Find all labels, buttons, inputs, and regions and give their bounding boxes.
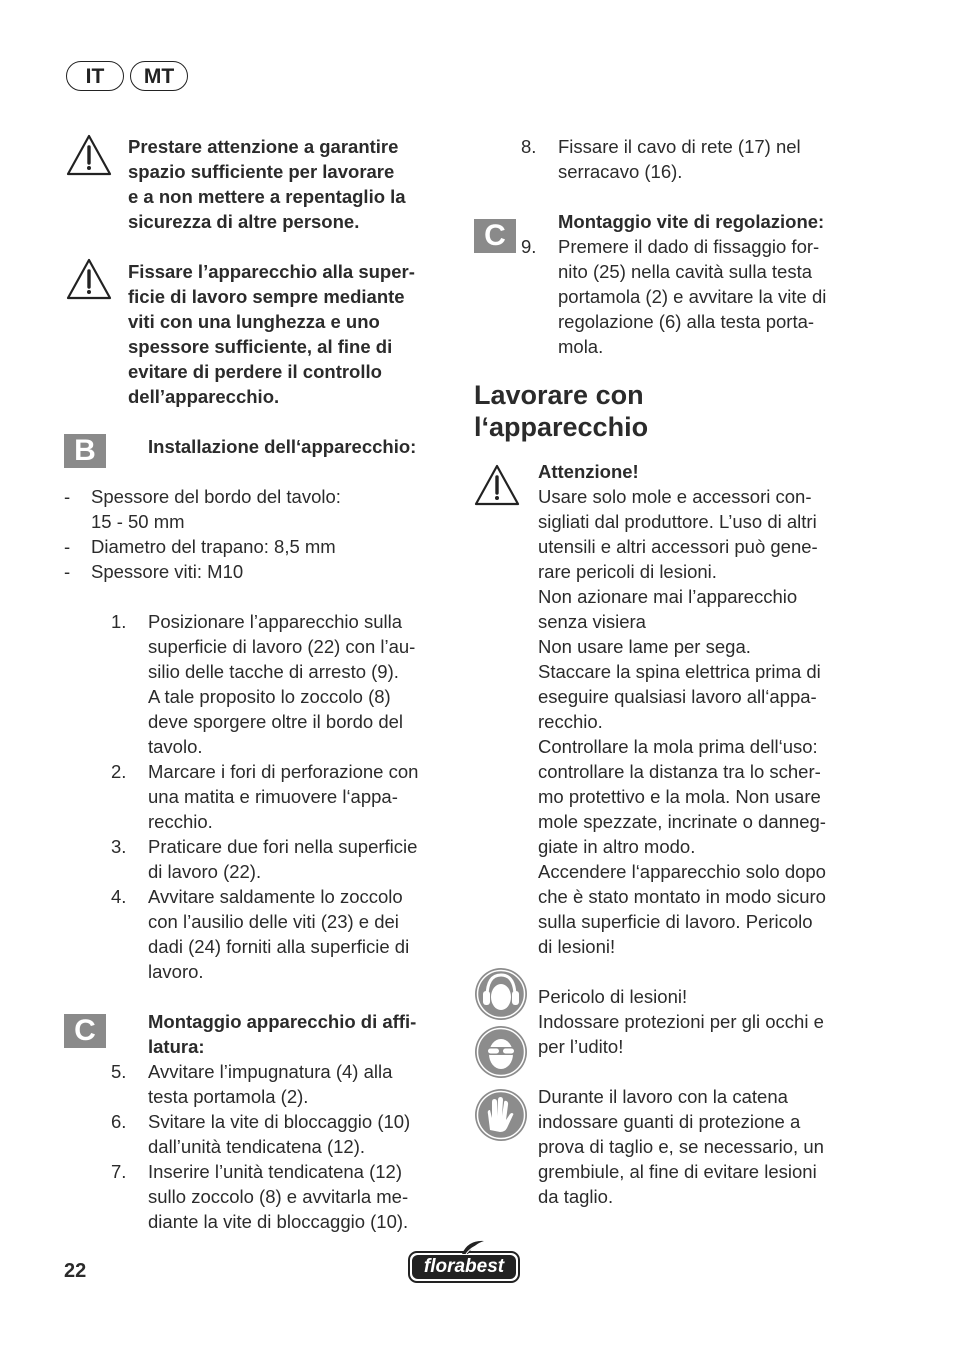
step-text: Inserire l’unità tendicatena (12) sullo zoccolo (8) e avvitarla me- diante la vite di bloccaggio (10). [148, 1161, 409, 1232]
mount-heading: Montaggio apparecchio di affi- latura: [148, 1011, 417, 1057]
warning-triangle-icon [66, 134, 112, 176]
step-text: Svitare la vite di bloccaggio (10) dall’unità tendicatena (12). [148, 1111, 411, 1157]
step-number: 1. [111, 611, 127, 632]
step-text: Praticare due fori nella superficie di lavoro (22). [148, 836, 418, 882]
step-text: Marcare i fori di perforazione con una matita e rimuovere l‘appa- recchio. [148, 761, 419, 832]
lang-it-badge: IT [66, 61, 124, 91]
step-number: 7. [111, 1161, 127, 1182]
step-text: Posizionare l’apparecchio sulla superficie di lavoro (22) con l’au- silio delle tacche di arresto (9). A tale proposito lo zoccolo (8) deve sporgere oltre il bordo del tavolo. [148, 611, 416, 757]
screw-heading: Montaggio vite di regolazione: [558, 211, 825, 232]
figure-b-badge: B [64, 434, 106, 468]
section-title: Lavorare con l‘apparecchio [474, 380, 649, 442]
ppe-warning-text: Pericolo di lesioni! Indossare protezioni per gli occhi e per l’udito! [538, 986, 824, 1057]
ear-protection-icon [474, 967, 528, 1021]
gloves-warning-text: Durante il lavoro con la catena indossare guanti di protezione a prova di taglio e, se necessario, un grembiule, al fine di evitare lesioni da taglio. [538, 1086, 824, 1207]
list-dash: - [64, 561, 71, 582]
step-number: 4. [111, 886, 127, 907]
eye-protection-icon [474, 1025, 528, 1079]
florabest-logo [408, 1238, 520, 1284]
gloves-icon [474, 1088, 528, 1142]
step-number: 8. [521, 136, 537, 157]
figure-c-badge: C [474, 219, 516, 253]
step-text: Fissare il cavo di rete (17) nel serracavo (16). [558, 136, 801, 182]
list-item: Diametro del trapano: 8,5 mm [91, 536, 336, 557]
step-text: Avvitare l’impugnatura (4) alla testa portamola (2). [148, 1061, 393, 1107]
page-number: 22 [64, 1260, 87, 1282]
step-text: Avvitare saldamente lo zoccolo con l’ausilio delle viti (23) e dei dadi (24) forniti alla superficie di lavoro. [148, 886, 410, 982]
step-number: 2. [111, 761, 127, 782]
list-item: Spessore viti: M10 [91, 561, 244, 582]
lang-mt-badge: MT [130, 61, 188, 91]
list-dash: - [64, 536, 71, 557]
list-dash: - [64, 486, 71, 507]
figure-c-badge: C [64, 1014, 106, 1048]
step-number: 9. [521, 236, 537, 257]
step-text: Premere il dado di fissaggio for- nito (25) nella cavità sulla testa portamola (2) e avvitare la vite di regolazione (6) alla testa porta- mola. [558, 236, 827, 357]
warning-fixing-text: Fissare l’apparecchio alla super- ficie di lavoro sempre mediante viti con una lunghezza e uno spessore sufficiente, al fine di evitare di perdere il controllo dell’apparecchio. [128, 261, 415, 407]
step-number: 3. [111, 836, 127, 857]
warning-triangle-icon [66, 258, 112, 300]
step-number: 6. [111, 1111, 127, 1132]
warning-spacing-text: Prestare attenzione a garantire spazio sufficiente per lavorare e a non mettere a repentaglio la sicurezza di altre persone. [128, 136, 406, 232]
warning-triangle-icon [474, 464, 520, 506]
attention-heading: Attenzione! [538, 461, 639, 482]
attention-block: Attenzione! Usare solo mole e accessori con- sigliati dal produttore. L’uso di altri utensili e altri accessori può gene- rare pericoli di lesioni. Non azionare mai l’apparecchio senza visiera Non usare lame per sega. Staccare la spina elettrica prima di eseguire qualsiasi lavoro all‘appa- recchio. Controllare la mola prima dell‘uso: controllare la distanza tra lo scher- mo protettivo e la mola. Non usare mole spezzate, incrinate o danneg- giate in altro modo. Accendere l‘apparecchio solo dopo che è stato montato in modo sicuro sulla superficie di lavoro. Pericolo di lesioni! [538, 461, 826, 957]
list-item: Spessore del bordo del tavolo: 15 - 50 mm [91, 486, 341, 532]
step-number: 5. [111, 1061, 127, 1082]
install-heading: Installazione dell‘apparecchio: [148, 436, 417, 457]
logo-text: florabest [423, 1256, 505, 1277]
